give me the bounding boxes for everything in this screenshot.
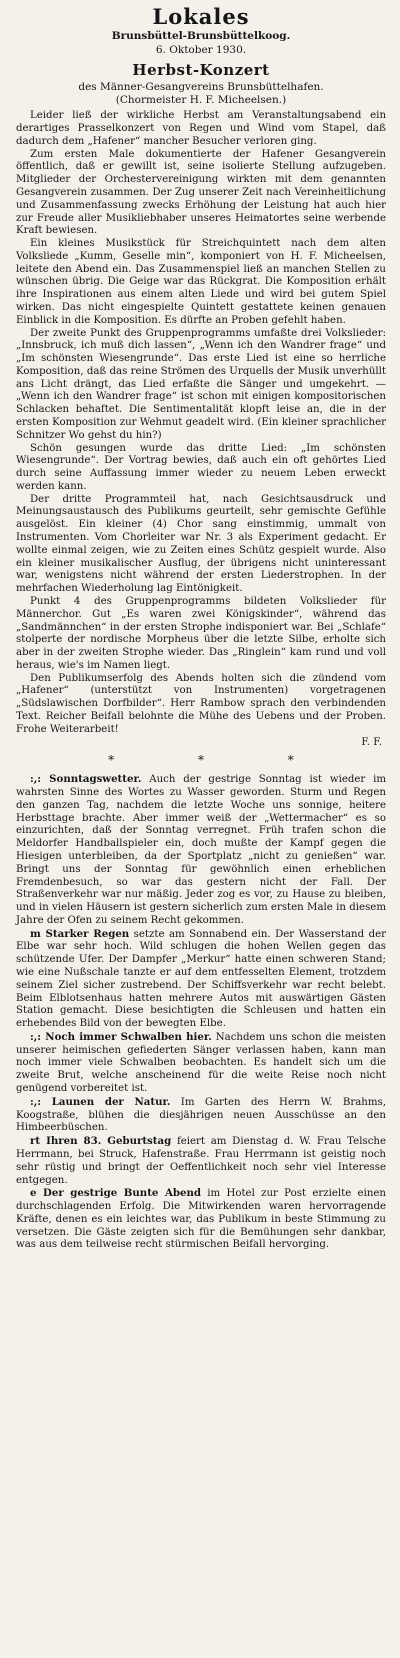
dateline: 6. Oktober 1930. xyxy=(155,44,247,56)
news-item xyxy=(16,928,386,1031)
article-subtitle xyxy=(16,81,386,107)
article-subtitle-line-1: des Männer-Gesangvereins Brunsbüttelhafen. xyxy=(78,81,324,93)
article-body xyxy=(16,110,386,736)
article-title: Herbst-Konzert xyxy=(132,61,270,79)
article-paragraph: Der dritte Programmteil hat, nach Gesichtsausdruck und Meinungsaustausch des Publikums geurteilt, sehr gemischte Gefühle ausgelöst. Ein kleiner (4) Chor sang einstimmig, ummalt von Instrumenten. Vom Chorleiter war Nr. 3 als Experiment gedacht. Er wollte einmal zeigen, wie zu Zeiten eines Schütz gespielt wurde. Also ein kleiner musikalischer Ausflug, der übrigens nicht uninteressant war, wenigstens nicht während der ersten Liederstrophen. In der mehrfachen Wiederholung lag Eintönigkeit. xyxy=(16,493,386,595)
article-paragraph: Leider ließ der wirkliche Herbst am Veranstaltungsabend ein derartiges Prasselkonzert von Regen und Wind vom Stapel, daß dadurch dem „Hafener“ mancher Besucher verloren ging. xyxy=(16,110,386,147)
news-item xyxy=(16,1187,386,1252)
article-paragraph: Punkt 4 des Gruppenprogramms bildeten Volkslieder für Männerchor. Gut „Es waren zwei Königskinder“, während das „Sandmännchen“ in der ersten Strophe indisponiert war. Bei „Schlafe“ stolperte der nordische Morpheus über die letzte Silbe, erholte sich aber in der zweiten Strophe wieder. Das „Ringlein“ kam rund und voll heraus, wie's im Namen liegt. xyxy=(16,595,386,671)
news-item xyxy=(16,1135,386,1187)
news-item xyxy=(16,1096,386,1135)
article-paragraph: Ein kleines Musikstück für Streichquintett nach dem alten Volksliede „Kumm, Geselle min“, komponiert von H. F. Micheelsen, leitete den Abend ein. Das Zusammenspiel ließ an manchen Stellen zu wünschen übrig. Die Geige war das Rückgrat. Die Komposition erhält ihre Inspirationen aus einem alten Liede und wird bei gutem Spiel wirken. Das nicht eingespielte Quintett gestattete keinen genauen Einblick in die Komposition. Es dürfte an Proben gefehlt haben. xyxy=(16,238,386,326)
news-item-lead: m Starker Regen xyxy=(30,927,130,940)
article-signature: F. F. xyxy=(361,736,382,748)
news-item-lead: :,: Sonntagswetter. xyxy=(30,773,142,786)
news-item-lead: e Der gestrige Bunte Abend xyxy=(30,1187,201,1200)
news-item-text: Im Garten des Herrn W. Brahms, Koogstraße, blühen die diesjährigen neuen Ausschüsse an den Himbeerbüschen. xyxy=(16,1096,387,1134)
news-item-text: Auch der gestrige Sonntag ist wieder im wahrsten Sinne des Wortes zu Wasser geworden. Sturm und Regen den ganzen Tag, nachdem die letzte Woche uns sonnige, heitere Herbsttage brachte. Aber immer weiß der „Wettermacher“ es so einzurichten, daß der Sonntag verregnet. Früh trafen schon die Meldorfer Handballspieler ein, doch mußte der Kampf gegen die Hiesigen unterbleiben, da der Sportplatz „nicht zu genießen“ war. Bringt uns der Sonntag für gewöhnlich einen erheblichen Fremdenbesuch, so war das gestern nicht der Fall. Der Straßenverkehr war nur mäßig. Jeder zog es vor, zu Hause zu bleiben, und in vielen Häusern ist gestern sicherlich zum ersten Male in diesem Jahre der Ofen zu seinem Recht gekommen. xyxy=(16,774,386,926)
news-item-text: feiert am Dienstag d. W. Frau Telsche Herrmann, bei Struck, Hafenstraße. Frau Herrmann ist geistig noch sehr rüstig und bringt der Oeffentlichkeit noch sehr viel Interesse entgegen. xyxy=(16,1136,386,1186)
local-notes xyxy=(16,773,386,1252)
article-paragraph: Den Publikumserfolg des Abends holten sich die zündend vom „Hafener“ (unterstützt von Instrumenten) vorgetragenen „Südslawischen Dorfbilder“. Herr Rambow sprach den verbindenden Text. Reicher Beifall belohnte die Mühe des Uebens und der Proben. Frohe Weiterarbeit! xyxy=(16,672,386,735)
article-subtitle-line-2: (Chormeister H. F. Micheelsen.) xyxy=(115,94,287,107)
section-subtitle: Brunsbüttel-Brunsbüttelkoog. xyxy=(111,30,291,42)
news-item xyxy=(16,773,386,927)
news-item xyxy=(16,1031,386,1096)
news-item-text: setzte am Sonnabend ein. Der Wasserstand der Elbe war sehr hoch. Wild schlugen die hohen Wellen gegen das schützende Ufer. Der Dampfer „Merkur“ hatte einen schweren Stand; wie eine Nußschale tanzte er auf dem entfesselten Element, trotzdem seinem Ziel sicher zustrebend. Der Schiffsverkehr war recht belebt. Beim Elblotsenhaus hatten mehrere Autos mit auswärtigen Gästen Station gemacht. Diese besichtigten die Schleusen und hatten ein erhebendes Bild von der bewegten Elbe. xyxy=(16,928,386,1030)
article-paragraph: Zum ersten Male dokumentierte der Hafener Gesangverein öffentlich, daß er gewillt ist, seine isolierte Stellung aufzugeben. Mitglieder der Orchestervereinigung wirkten mit dem genannten Gesangverein zusammen. Der Zug unserer Zeit nach Vereinheitlichung und Zusammenfassung zwecks Erhöhung der Leistung hat auch hier zur Freude aller Musikliebhaber unseres Heimatortes seine werbende Kraft bewiesen. xyxy=(16,148,386,237)
article-paragraph: Der zweite Punkt des Gruppenprogramms umfaßte drei Volkslieder: „Innsbruck, ich muß dich lassen“, „Wenn ich den Wandrer frage“ und „Im schönsten Wiesengrunde“. Das erste Lied ist eine so herrliche Komposition, daß das reine Strömen des Urquells der Musik unverhüllt ans Licht drängt, das Lied erfaßte die Sänger und umgekehrt. — „Wenn ich den Wandrer frage“ ist schon mit einigen kompositorischen Schlacken behaftet. Die Sentimentalität klopft leise an, die in der ersten Komposition zur Wehmut geadelt wird. (Ein kleiner sprachlicher Schnitzer Wo gehst du hin?) xyxy=(16,327,386,441)
news-item-text: im Hotel zur Post erzielte einen durchschlagenden Erfolg. Die Mitwirkenden waren hervorragende Kräfte, denen es ein leichtes war, das Publikum in beste Stimmung zu versetzen. Die Gäste zeigten sich für die Bemühungen sehr dankbar, was aus dem teilweise recht stürmischen Beifall hervorging. xyxy=(16,1188,386,1251)
news-item-lead: rt Ihren 83. Geburtstag xyxy=(30,1135,172,1148)
news-item-lead: :,: Noch immer Schwalben hier. xyxy=(30,1030,212,1043)
section-separator: * * * xyxy=(108,753,334,768)
news-item-text: Nachdem uns schon die meisten unserer heimischen gefiederten Sänger verlassen haben, kann man noch immer viele Schwalben beobachten. Es handelt sich um die zweite Brut, welche anscheinend für die weite Reise noch nicht genügend vorbereitet ist. xyxy=(16,1031,386,1095)
section-masthead: Lokales xyxy=(152,4,250,29)
news-item-lead: :,: Launen der Natur. xyxy=(30,1095,171,1108)
article-paragraph: Schön gesungen wurde das dritte Lied: „Im schönsten Wiesengrunde“. Der Vortrag bewies, daß auch ein oft gehörtes Lied durch seine Auffassung immer wieder zu neuem Leben erweckt werden kann. xyxy=(16,442,386,492)
